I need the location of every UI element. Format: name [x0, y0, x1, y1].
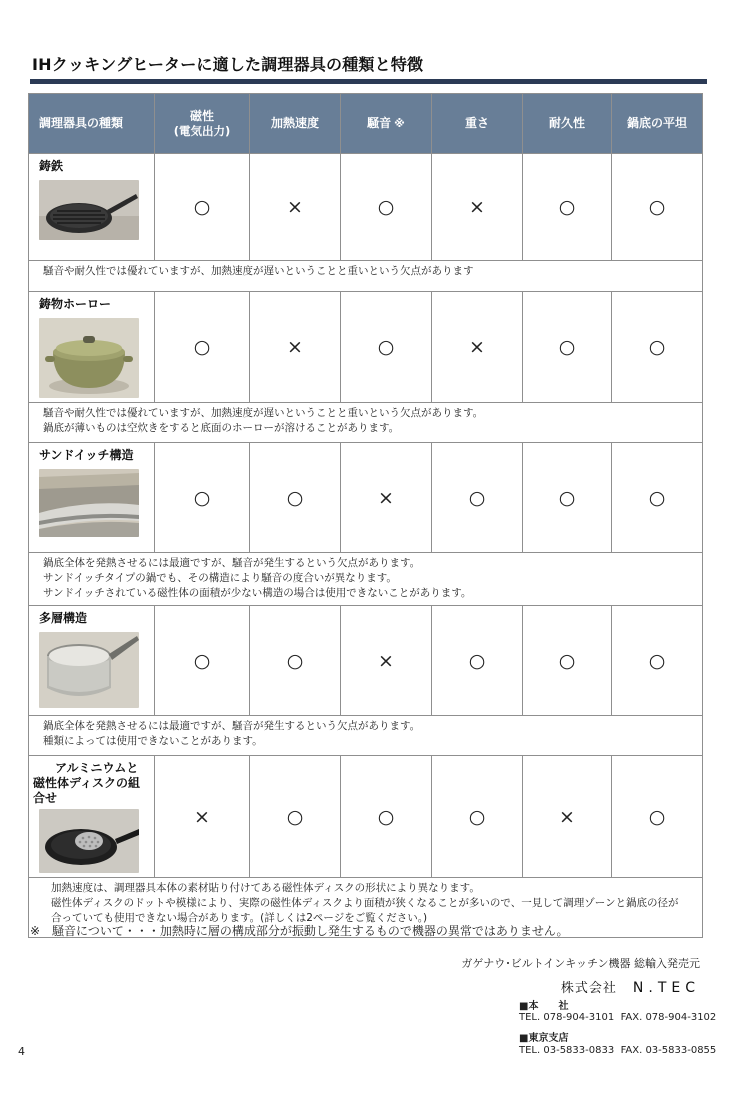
note-line: 磁性体ディスクのドットや模様により、実際の磁性体ディスクより面積が狭くなることが多いので、一見して調理ゾーンと鍋底の径が	[51, 897, 679, 909]
rating-heating-speed: ○	[250, 756, 341, 878]
rating-flatness: ○	[612, 443, 703, 553]
item-name: サンドイッチ構造	[39, 448, 134, 462]
rating-magnetism: ○	[155, 443, 250, 553]
note-line: 騒音や耐久性では優れていますが、加熱速度が遅いということと重いという欠点があります	[43, 265, 474, 277]
item-name: 多層構造	[39, 611, 88, 625]
hq-fax: FAX. 078-904-3102	[620, 1012, 717, 1023]
tokyo-label	[519, 1029, 568, 1044]
item-name: 鋳物ホーロー	[39, 297, 112, 311]
table-row	[29, 756, 703, 878]
rating-magnetism: ○	[155, 154, 250, 261]
hq-label-text: ■本 社	[519, 1001, 569, 1012]
rating-noise: ○	[341, 292, 432, 403]
distributor-block	[461, 955, 700, 996]
table-header-row	[29, 94, 703, 154]
header-durability: 耐久性	[523, 94, 612, 154]
note-row	[29, 403, 703, 443]
rating-heating-speed: ×	[250, 292, 341, 403]
rating-durability: ○	[523, 443, 612, 553]
table-row	[29, 292, 703, 403]
row-note	[29, 716, 703, 756]
item-cell	[29, 443, 155, 553]
header-heating-speed: 加熱速度	[250, 94, 341, 154]
rating-noise: ○	[341, 154, 432, 261]
rating-weight: ×	[432, 154, 523, 261]
header-noise-label: 騒音	[367, 116, 392, 130]
rating-magnetism: ○	[155, 292, 250, 403]
item-cell	[29, 606, 155, 716]
rating-durability: ○	[523, 606, 612, 716]
hq-contact	[519, 1012, 716, 1023]
header-flatness: 鍋底の平坦	[612, 94, 703, 154]
note-line: 騒音や耐久性では優れていますが、加熱速度が遅いということと重いという欠点があります。	[43, 407, 484, 419]
rating-weight: ×	[432, 292, 523, 403]
rating-noise: ×	[341, 443, 432, 553]
rating-flatness: ○	[612, 292, 703, 403]
item-cell	[29, 292, 155, 403]
header-magnetism-sub: (電気出力)	[173, 123, 231, 138]
cast-iron-grill-pan-icon	[39, 180, 139, 240]
note-line: サンドイッチタイプの鍋でも、その構造により騒音の度合いが異なります。	[43, 572, 397, 584]
tokyo-tel: TEL. 03-5833-0833	[519, 1045, 615, 1056]
row-note	[29, 553, 703, 606]
note-line: 種類によっては使用できないことがあります。	[43, 735, 263, 747]
note-row	[29, 553, 703, 606]
rating-durability: ○	[523, 154, 612, 261]
rating-flatness: ○	[612, 606, 703, 716]
distributor-description: ガゲナウ･ビルトインキッチン機器 総輸入発売元	[461, 957, 700, 970]
rating-heating-speed: ×	[250, 154, 341, 261]
rating-noise: ×	[341, 606, 432, 716]
note-row	[29, 261, 703, 292]
item-name-line2: 磁性体ディスクの組合せ	[33, 776, 141, 805]
rating-noise: ○	[341, 756, 432, 878]
title-divider	[30, 79, 707, 84]
item-cell	[29, 756, 155, 878]
note-line: 鍋底全体を発熱させるには最適ですが、騒音が発生するという欠点があります。	[43, 720, 421, 732]
note-row	[29, 716, 703, 756]
rating-weight: ○	[432, 606, 523, 716]
hq-tel: TEL. 078-904-3101	[519, 1012, 615, 1023]
rating-durability: ○	[523, 292, 612, 403]
hq-label	[519, 997, 568, 1012]
table-row	[29, 443, 703, 553]
multilayer-saucepan-icon	[39, 632, 139, 708]
header-weight: 重さ	[432, 94, 523, 154]
tokyo-label-text: ■東京支店	[519, 1033, 569, 1044]
tokyo-contact	[519, 1045, 716, 1056]
table-row	[29, 606, 703, 716]
header-noise-mark: ※	[394, 117, 405, 130]
row-note	[29, 403, 703, 443]
tokyo-fax: FAX. 03-5833-0855	[620, 1045, 717, 1056]
item-cell	[29, 154, 155, 261]
noise-footnote: ※ 騒音について・・・加熱時に層の構成部分が振動し発生するもので機器の異常ではありません。	[30, 924, 569, 938]
sandwich-base-pot-icon	[39, 469, 139, 537]
rating-flatness: ○	[612, 756, 703, 878]
cookware-comparison-table	[28, 93, 703, 938]
header-noise	[341, 94, 432, 154]
note-line: 合っていても使用できない場合があります。(詳しくは2ページをご覧ください。)	[51, 912, 428, 924]
enamel-casserole-pot-icon	[39, 318, 139, 398]
rating-heating-speed: ○	[250, 606, 341, 716]
page-number: 4	[18, 1045, 25, 1058]
rating-heating-speed: ○	[250, 443, 341, 553]
item-name: 鋳鉄	[39, 159, 64, 173]
table-row	[29, 154, 703, 261]
item-name: アルミニウムと	[55, 761, 139, 775]
aluminum-disc-frying-pan-icon	[39, 809, 139, 873]
note-line: 鍋底全体を発熱させるには最適ですが、騒音が発生するという欠点があります。	[43, 557, 421, 569]
row-note	[29, 261, 703, 292]
page-title: IHクッキングヒーターに適した調理器具の種類と特徴	[32, 55, 424, 74]
rating-durability: ×	[523, 756, 612, 878]
rating-weight: ○	[432, 756, 523, 878]
company-name-prefix: 株式会社	[560, 981, 617, 996]
rating-flatness: ○	[612, 154, 703, 261]
rating-magnetism: ○	[155, 606, 250, 716]
note-line: 加熱速度は、調理器具本体の素材貼り付けてある磁性体ディスクの形状により異なります。	[51, 882, 480, 894]
rating-magnetism: ×	[155, 756, 250, 878]
header-magnetism-label: 磁性	[189, 108, 214, 123]
header-magnetism	[155, 94, 250, 154]
rating-weight: ○	[432, 443, 523, 553]
company-brand: N.TEC	[632, 980, 700, 996]
note-line: サンドイッチされている磁性体の面積が少ない構造の場合は使用できないことがあります。	[43, 587, 472, 599]
header-cookware-type: 調理器具の種類	[29, 94, 155, 154]
note-line: 鍋底が薄いものは空炊きをすると底面のホーローが溶けることがあります。	[43, 422, 400, 434]
company-name	[461, 977, 700, 996]
